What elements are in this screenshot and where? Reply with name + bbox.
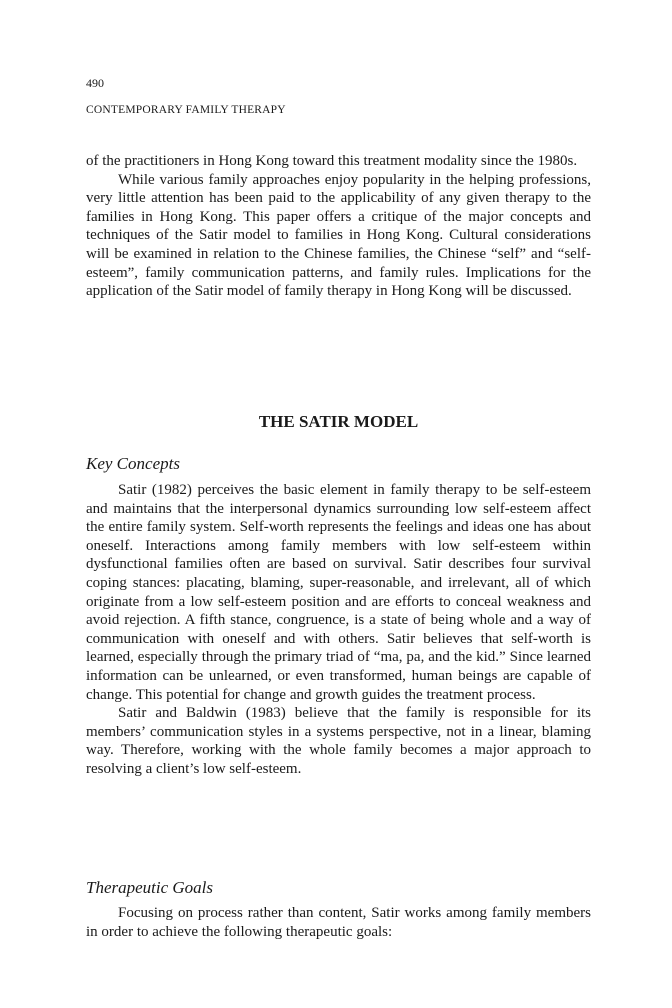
subheading-therapeutic-goals: Therapeutic Goals: [86, 878, 214, 897]
therapeutic-goals-paragraph: Focusing on process rather than content, Satir works among family members in order to achieve the following therapeutic goals:: [86, 905, 591, 940]
page-number: 490: [86, 76, 104, 90]
therapeutic-goals-section: [86, 904, 591, 941]
key-concepts-paragraph: Satir (1982) perceives the basic element in family therapy to be self-esteem and maintains that the interpersonal dynamics surrounding low self-esteem affect the entire family system. Self-worth represents the feelings and ideas one has about oneself. Interactions among family members with low self-esteem within dysfunctional families often are based on survival. Satir describes four survival coping stances: placating, blaming, super-reasonable, and irrelevant, all of which originate from a low self-esteem position and are efforts to conceal weakness and avoid rejection. A fifth stance, congruence, is a state of being whole and a way of communication with oneself and with others. Satir believes that self-worth is learned, especially through the primary triad of “ma, pa, and the kid.” Since learned information can be unlearned, or even transformed, human beings are capable of change. This potential for change and growth guides the treatment process.: [86, 482, 591, 703]
intro-paragraph-continued: of the practitioners in Hong Kong toward this treatment modality since the 1980s.: [86, 153, 578, 169]
running-head: CONTEMPORARY FAMILY THERAPY: [86, 104, 286, 116]
intro-section: [86, 152, 591, 301]
key-concepts-paragraph: Satir and Baldwin (1983) believe that the family is responsible for its members’ communication styles in a systems perspective, not in a linear, blaming way. Therefore, working with the whole family becomes a major approach to resolving a client’s low self-esteem.: [86, 705, 591, 777]
key-concepts-section: [86, 481, 591, 779]
section-heading: THE SATIR MODEL: [258, 412, 419, 431]
intro-paragraph: While various family approaches enjoy popularity in the helping professions, very little attention has been paid to the applicability of any given therapy to the families in Hong Kong. This paper offers a critique of the major concepts and techniques of the Satir model to families in Hong Kong. Cultural considerations will be examined in relation to the Chinese families, the Chinese “self” and “self-esteem”, family communication patterns, and family rules. Implications for the application of the Satir model of family therapy in Hong Kong will be discussed.: [86, 171, 591, 300]
subheading-key-concepts: Key Concepts: [86, 454, 180, 473]
